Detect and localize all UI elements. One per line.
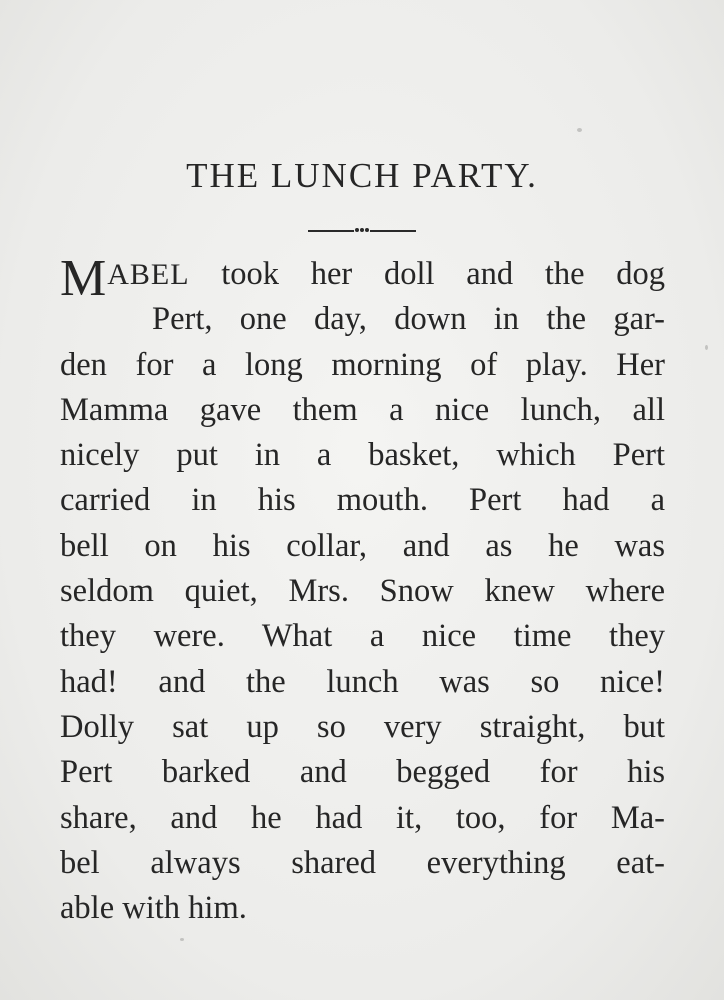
paper-speck xyxy=(705,345,708,350)
text-line: bel always shared everything eat- xyxy=(60,844,665,881)
paper-speck xyxy=(577,128,582,132)
ornament-dots xyxy=(355,228,369,234)
text-line: Pert barked and begged for his xyxy=(60,754,665,791)
text-line: seldom quiet, Mrs. Snow knew where xyxy=(60,573,665,610)
text-line: Dolly sat up so very straight, but xyxy=(60,708,665,745)
drop-cap: M xyxy=(60,250,107,307)
text-line: nicely put in a basket, which Pert xyxy=(60,437,665,474)
text-line: bell on his collar, and as he was xyxy=(60,527,665,564)
paper-speck xyxy=(180,938,184,941)
text-line: Mamma gave them a nice lunch, all xyxy=(60,391,665,428)
ornament-rule-left xyxy=(308,230,354,232)
text-line: they were. What a nice time they xyxy=(60,618,665,655)
chapter-title: THE LUNCH PARTY. xyxy=(186,156,538,195)
text-line: den for a long morning of play. Her xyxy=(60,346,665,383)
text-line: carried in his mouth. Pert had a xyxy=(60,482,665,519)
ornament-rule-right xyxy=(370,230,416,232)
text-line: had! and the lunch was so nice! xyxy=(60,663,665,700)
line-text: took her doll and the dog xyxy=(189,256,665,292)
text-line: able with him. xyxy=(60,890,247,927)
text-line xyxy=(60,250,665,307)
title-ornament xyxy=(308,226,416,236)
text-line: Pert, one day, down in the gar- xyxy=(152,301,665,338)
text-line: share, and he had it, too, for Ma- xyxy=(60,799,665,836)
story-text xyxy=(60,252,665,931)
first-word-smallcaps: ABEL xyxy=(107,258,190,291)
